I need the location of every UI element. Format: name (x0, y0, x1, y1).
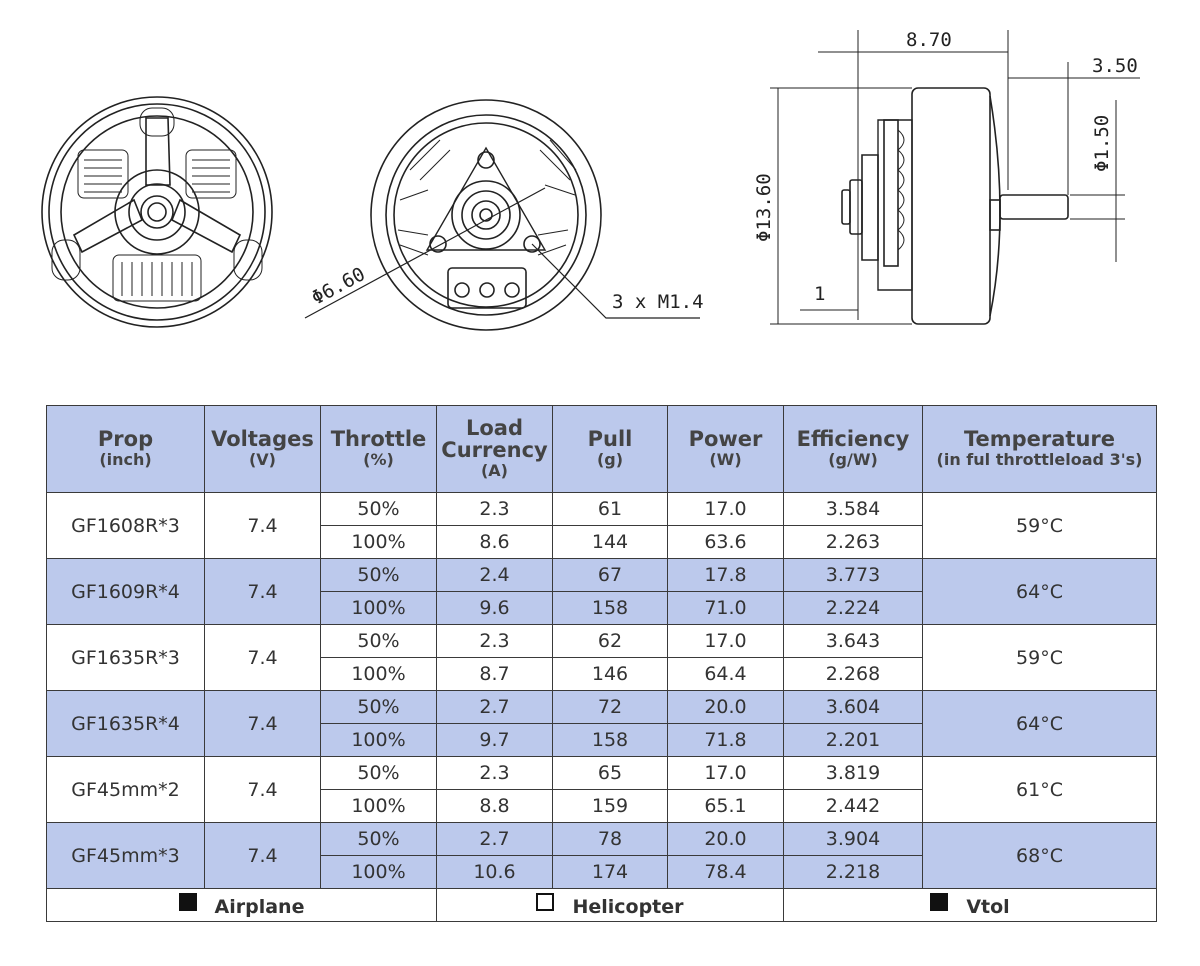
cell-current: 8.8 (437, 790, 553, 823)
cell-pull: 174 (553, 856, 668, 889)
header-power: Power (W) (668, 406, 784, 493)
dim-diameter-6-60: Φ6.60 (308, 263, 369, 310)
checked-square-icon (179, 893, 197, 911)
cell-prop: GF1635R*4 (47, 691, 205, 757)
cell-efficiency: 3.904 (784, 823, 923, 856)
cell-voltage: 7.4 (205, 691, 321, 757)
cell-pull: 67 (553, 559, 668, 592)
cell-temperature: 64°C (923, 691, 1157, 757)
cell-current: 2.3 (437, 625, 553, 658)
aircraft-type-row (47, 889, 1157, 922)
cell-power: 17.8 (668, 559, 784, 592)
cell-throttle: 50% (321, 823, 437, 856)
performance-table (46, 405, 1157, 922)
cell-power: 63.6 (668, 526, 784, 559)
cell-voltage: 7.4 (205, 823, 321, 889)
type-vtol: Vtol (784, 889, 1157, 922)
cell-temperature: 59°C (923, 493, 1157, 559)
dim-shaft-length: 3.50 (1092, 55, 1138, 77)
header-throttle: Throttle (%) (321, 406, 437, 493)
cell-pull: 158 (553, 724, 668, 757)
dim-base: 1 (814, 283, 826, 305)
cell-power: 17.0 (668, 625, 784, 658)
cell-voltage: 7.4 (205, 559, 321, 625)
cell-efficiency: 3.819 (784, 757, 923, 790)
cell-prop: GF45mm*2 (47, 757, 205, 823)
cell-power: 71.8 (668, 724, 784, 757)
cell-efficiency: 2.442 (784, 790, 923, 823)
cell-current: 2.3 (437, 493, 553, 526)
motor-bottom-view (42, 97, 272, 327)
cell-power: 65.1 (668, 790, 784, 823)
cell-efficiency: 2.218 (784, 856, 923, 889)
cell-prop: GF1635R*3 (47, 625, 205, 691)
cell-power: 17.0 (668, 493, 784, 526)
cell-power: 78.4 (668, 856, 784, 889)
cell-efficiency: 3.584 (784, 493, 923, 526)
cell-throttle: 50% (321, 493, 437, 526)
cell-throttle: 100% (321, 724, 437, 757)
cell-temperature: 64°C (923, 559, 1157, 625)
cell-voltage: 7.4 (205, 757, 321, 823)
table-row (47, 559, 1157, 592)
type-helicopter: Helicopter (437, 889, 784, 922)
cell-voltage: 7.4 (205, 625, 321, 691)
header-temperature: Temperature (in ful throttleload 3's) (923, 406, 1157, 493)
cell-current: 2.3 (437, 757, 553, 790)
cell-power: 20.0 (668, 823, 784, 856)
cell-pull: 144 (553, 526, 668, 559)
cell-efficiency: 2.263 (784, 526, 923, 559)
cell-temperature: 59°C (923, 625, 1157, 691)
cell-pull: 159 (553, 790, 668, 823)
cell-efficiency: 2.224 (784, 592, 923, 625)
cell-power: 64.4 (668, 658, 784, 691)
cell-efficiency: 3.773 (784, 559, 923, 592)
header-voltages: Voltages (V) (205, 406, 321, 493)
header-prop: Prop (inch) (47, 406, 205, 493)
cell-temperature: 61°C (923, 757, 1157, 823)
cell-efficiency: 3.604 (784, 691, 923, 724)
unchecked-square-icon (536, 893, 554, 911)
type-airplane: Airplane (47, 889, 437, 922)
cell-throttle: 50% (321, 559, 437, 592)
table-row (47, 823, 1157, 856)
dim-outer-diameter: Φ13.60 (753, 173, 775, 242)
table-row (47, 493, 1157, 526)
cell-current: 10.6 (437, 856, 553, 889)
cell-current: 2.7 (437, 823, 553, 856)
cell-efficiency: 3.643 (784, 625, 923, 658)
cell-throttle: 100% (321, 790, 437, 823)
cell-temperature: 68°C (923, 823, 1157, 889)
cell-pull: 65 (553, 757, 668, 790)
dim-shaft-diameter: Φ1.50 (1091, 114, 1113, 172)
cell-pull: 146 (553, 658, 668, 691)
table-row (47, 691, 1157, 724)
cell-current: 9.6 (437, 592, 553, 625)
cell-prop: GF1609R*4 (47, 559, 205, 625)
cell-throttle: 50% (321, 625, 437, 658)
cell-power: 20.0 (668, 691, 784, 724)
cell-power: 17.0 (668, 757, 784, 790)
header-pull: Pull (g) (553, 406, 668, 493)
cell-current: 8.7 (437, 658, 553, 691)
cell-pull: 78 (553, 823, 668, 856)
cell-efficiency: 2.268 (784, 658, 923, 691)
cell-throttle: 50% (321, 691, 437, 724)
cell-throttle: 100% (321, 658, 437, 691)
table-body (47, 493, 1157, 889)
cell-voltage: 7.4 (205, 493, 321, 559)
cell-current: 8.6 (437, 526, 553, 559)
cell-pull: 61 (553, 493, 668, 526)
cell-prop: GF45mm*3 (47, 823, 205, 889)
cell-pull: 72 (553, 691, 668, 724)
cell-throttle: 100% (321, 856, 437, 889)
cell-pull: 158 (553, 592, 668, 625)
dim-length-8-70: 8.70 (906, 29, 952, 51)
header-load-currency: Load Currency (A) (437, 406, 553, 493)
table-header-row (47, 406, 1157, 493)
cell-current: 2.4 (437, 559, 553, 592)
cell-current: 9.7 (437, 724, 553, 757)
table-row (47, 757, 1157, 790)
cell-efficiency: 2.201 (784, 724, 923, 757)
cell-throttle: 100% (321, 592, 437, 625)
motor-technical-drawings (0, 0, 1200, 390)
motor-side-view (770, 30, 1140, 324)
cell-prop: GF1608R*3 (47, 493, 205, 559)
checked-square-icon (930, 893, 948, 911)
cell-throttle: 100% (321, 526, 437, 559)
cell-current: 2.7 (437, 691, 553, 724)
cell-throttle: 50% (321, 757, 437, 790)
header-efficiency: Efficiency (g/W) (784, 406, 923, 493)
table-row (47, 625, 1157, 658)
dim-screws: 3 x M1.4 (612, 291, 704, 313)
cell-pull: 62 (553, 625, 668, 658)
cell-power: 71.0 (668, 592, 784, 625)
